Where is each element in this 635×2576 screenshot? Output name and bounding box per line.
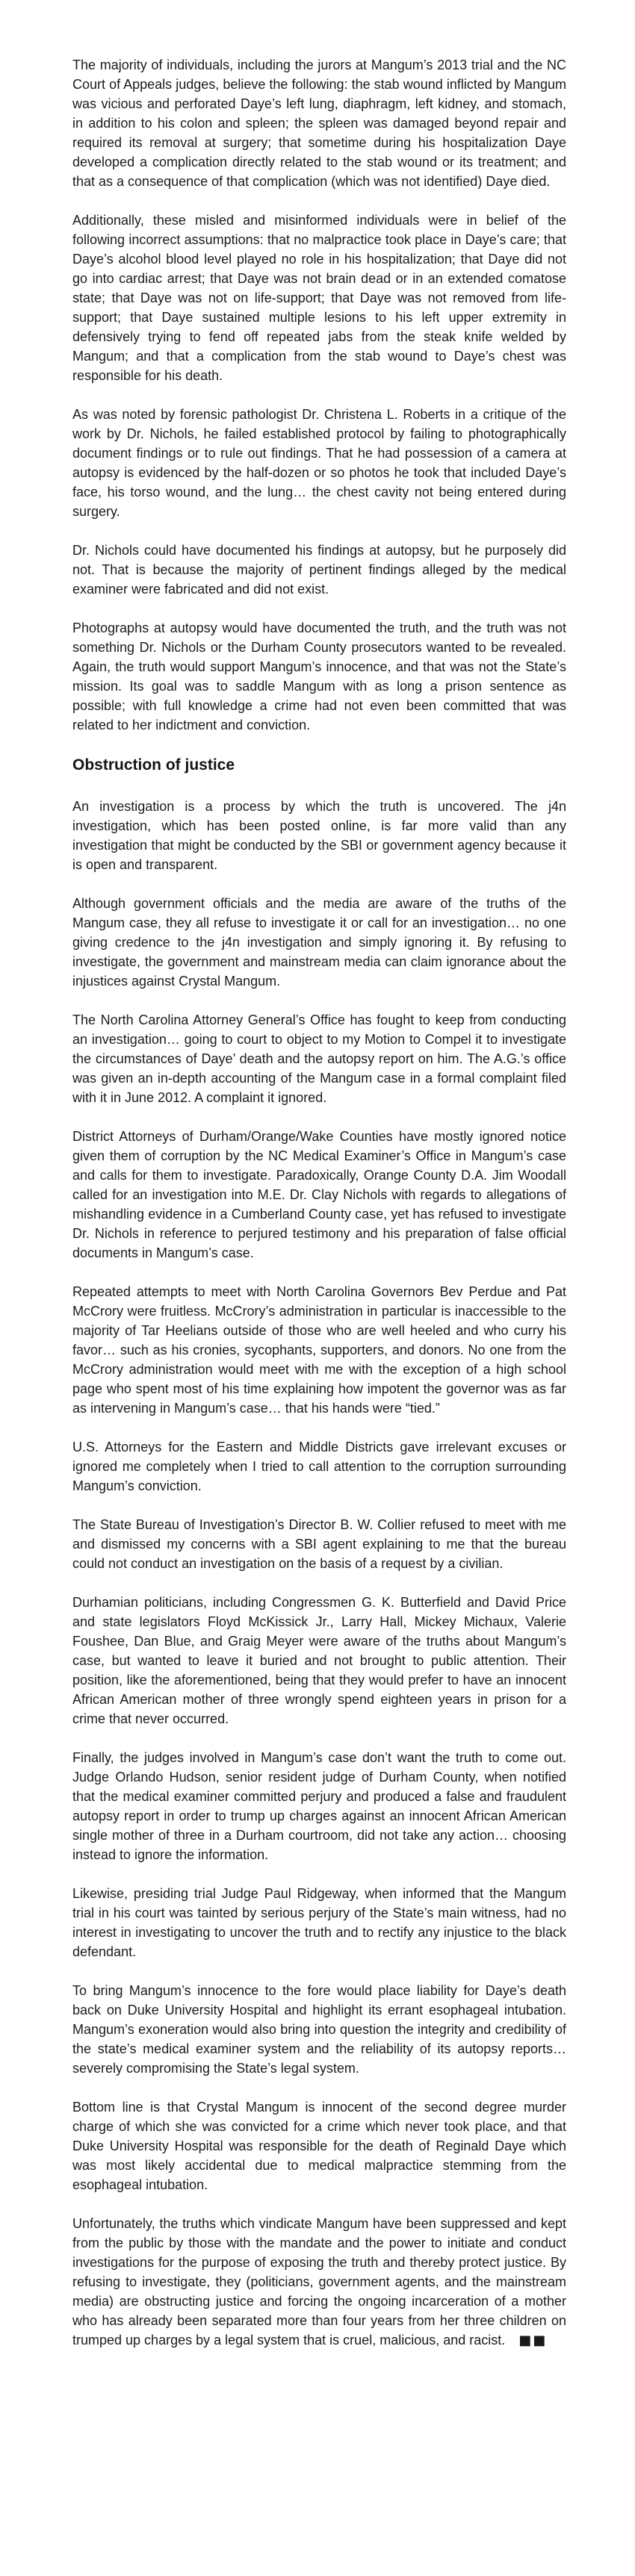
paragraph: The majority of individuals, including the jurors at Mangum’s 2013 trial and the NC Court of Appeals judges, believe the following: the stab wound inflicted by Mangum was vicious and perforated Daye’s left lung, diaphragm, left kidney, and stomach, in addition to his colon and spleen; the spleen was damaged beyond repair and required its removal at surgery; that sometime during his hospitalization Daye developed a complication directly related to the stab wound or its treatment; and that as a consequence of that complication (which was not identified) Daye died. bbox=[72, 57, 566, 189]
paragraph: District Attorneys of Durham/Orange/Wake Counties have mostly ignored notice given them of corruption by the NC Medical Examiner’s Office in Mangum’s case and calls for them to investigate. Paradoxically, Orange County D.A. Jim Woodall called for an investigation into M.E. Dr. Clay Nichols with regards to allegations of mishandling evidence in a Cumberland County case, yet has refused to investigate Dr. Nichols in reference to perjured testimony and his preparation of false official documents in Mangum’s case. bbox=[72, 1129, 566, 1260]
paragraph: To bring Mangum’s innocence to the fore would place liability for Daye’s death back on Duke University Hospital and highlight its errant esophageal intubation. Mangum’s exoneration would also bring into question the integrity and credibility of the state’s medical examiner system and the reliability of its autopsy reports… severely compromising the State’s legal system. bbox=[72, 1983, 566, 2076]
paragraph: Although government officials and the media are aware of the truths of the Mangum case, they all refuse to investigate it or call for an investigation… no one giving credence to the j4n investigation and simply ignoring it. By refusing to investigate, the government and mainstream media can claim ignorance about the injustices against Crystal Mangum. bbox=[72, 896, 566, 989]
obstruction-section bbox=[72, 797, 566, 2194]
paragraph: As was noted by forensic pathologist Dr. Christena L. Roberts in a critique of the work by Dr. Nichols, he failed established protocol by failing to photographically document findings or to rule out findings. That he had possession of a camera at autopsy is evidenced by the half-dozen or so photos he took that included Daye’s face, his torso wound, and the lung… the chest cavity not being entered during surgery. bbox=[72, 407, 566, 519]
paragraph: The State Bureau of Investigation’s Director B. W. Collier refused to meet with me and dismissed my concerns with a SBI agent explaining to me that the bureau could not conduct an investigation on the basis of a request by a civilian. bbox=[72, 1517, 566, 1571]
section-heading: Obstruction of justice bbox=[72, 756, 235, 774]
end-marker: ■■ bbox=[518, 2333, 548, 2348]
paragraph: Durhamian politicians, including Congressmen G. K. Butterfield and David Price and state legislators Floyd McKissick Jr., Larry Hall, Mickey Michaux, Valerie Foushee, Dan Blue, and Graig Meyer were aware of the truths about Mangum’s case, but wanted to leave it buried and not brought to public attention. Their position, like the aforementioned, being that they would prefer to have an innocent African American mother of three wrongly spend eighteen years in prison for a crime that never occurred. bbox=[72, 1595, 566, 1726]
paragraph: An investigation is a process by which the truth is uncovered. The j4n investigation, which has been posted online, is far more valid than any investigation that might be conducted by the SBI or government agency because it is open and transparent. bbox=[72, 799, 566, 872]
closing-paragraph bbox=[72, 2214, 566, 2351]
paragraph: Finally, the judges involved in Mangum’s case don’t want the truth to come out. Judge Orlando Hudson, senior resident judge of Durham County, when notified that the medical examiner committed perjury and produced a false and fraudulent autopsy report in order to trump up charges against an innocent African American single mother of three in a Durham courtroom, did not take any action… choosing instead to ignore the information. bbox=[72, 1750, 566, 1862]
paragraph: Additionally, these misled and misinformed individuals were in belief of the following incorrect assumptions: that no malpractice took place in Daye’s care; that Daye’s alcohol blood level played no role in his hospitalization; that Daye did not go into cardiac arrest; that Daye was not brain dead or in an extended comatose state; that Daye was not on life-support; that Daye was not removed from life-support; that Daye sustained multiple lesions to his left upper extremity in defensively trying to fend off repeated jabs from the steak knife welded by Mangum; and that a complication from the stab wound to Daye’s chest was responsible for his death. bbox=[72, 213, 566, 383]
paragraph: Bottom line is that Crystal Mangum is innocent of the second degree murder charge of which she was convicted for a crime which never took place, and that Duke University Hospital was responsible for the death of Reginald Daye which was most likely accidental due to medical malpractice stemming from the esophageal intubation. bbox=[72, 2100, 566, 2192]
paragraph: Repeated attempts to meet with North Carolina Governors Bev Perdue and Pat McCrory were fruitless. McCrory’s administration in particular is inaccessible to the majority of Tar Heelians outside of those who are well heeled and who curry his favor… such as his cronies, sycophants, supporters, and donors. No one from the McCrory administration would meet with me with the exception of a high school page who spent most of his time explaining how impotent the governor was as far as intervening in Mangum’s case… that his hands were “tied.” bbox=[72, 1284, 566, 1416]
intro-section bbox=[72, 55, 566, 735]
paragraph: The North Carolina Attorney General’s Office has fought to keep from conducting an investigation… going to court to object to my Motion to Compel it to investigate the circumstances of Daye’ death and the autopsy report on him. The A.G.’s office was given an in-depth accounting of the Mangum case in a formal complaint filed with it in June 2012. A complaint it ignored. bbox=[72, 1012, 566, 1105]
paragraph: Dr. Nichols could have documented his findings at autopsy, but he purposely did not. That is because the majority of pertinent findings alleged by the medical examiner were fabricated and did not exist. bbox=[72, 543, 566, 597]
paragraph: Photographs at autopsy would have documented the truth, and the truth was not something Dr. Nichols or the Durham County prosecutors wanted to be revealed. Again, the truth would support Mangum’s innocence, and that was not the State’s mission. Its goal was to saddle Mangum with as long a prison sentence as possible; with full knowledge a crime had not even been committed that was related to her indictment and conviction. bbox=[72, 620, 566, 732]
paragraph: Likewise, presiding trial Judge Paul Ridgeway, when informed that the Mangum trial in his court was tainted by serious perjury of the State’s main witness, had no interest in investigating to uncover the truth and to rectify any injustice to the black defendant. bbox=[72, 1886, 566, 1959]
closing-paragraph-text: Unfortunately, the truths which vindicate Mangum have been suppressed and kept from the public by those with the mandate and the power to initiate and conduct investigations for the purpose of exposing the truth and thereby protect justice. By refusing to investigate, they (politicians, government agents, and the mainstream media) are obstructing justice and forcing the ongoing incarceration of a mother who has already been separated more than four years from her three children on trumped up charges by a legal system that is cruel, malicious, and racist. bbox=[72, 2216, 566, 2348]
paragraph: U.S. Attorneys for the Eastern and Middle Districts gave irrelevant excuses or ignored me completely when I tried to call attention to the corruption surrounding Mangum’s conviction. bbox=[72, 1440, 566, 1493]
article-body bbox=[72, 55, 566, 2351]
